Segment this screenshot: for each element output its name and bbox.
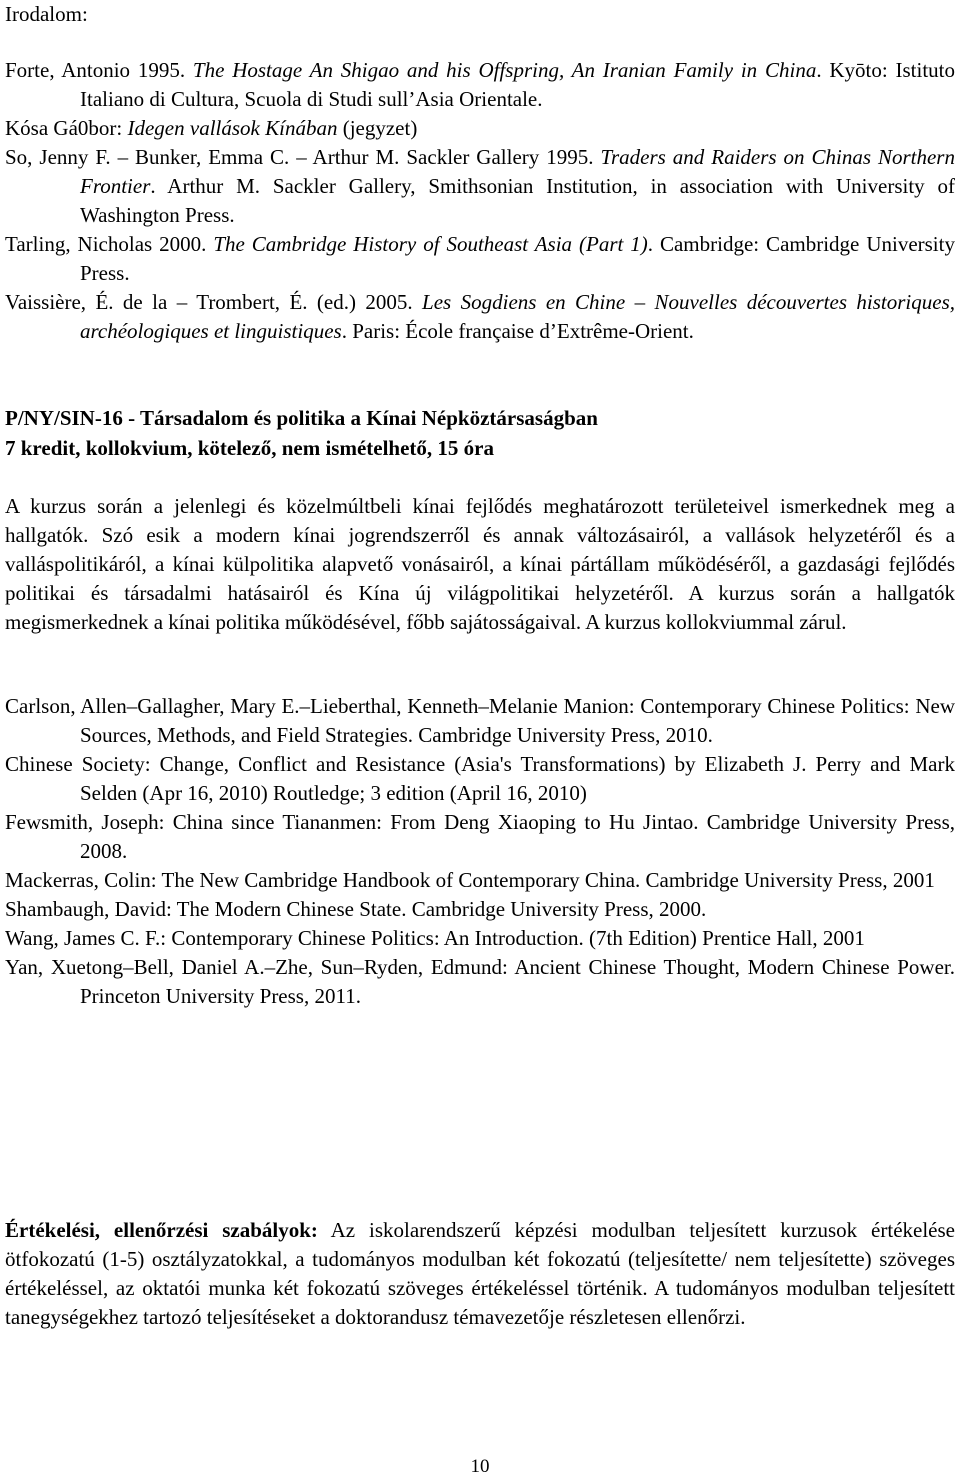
reference-title: The Hostage An Shigao and his Offspring, An Iranian Family in China xyxy=(192,58,817,82)
references-heading: Irodalom: xyxy=(5,2,88,26)
reference-author: Tarling, Nicholas 2000. xyxy=(5,232,214,256)
reference-item xyxy=(5,114,955,143)
reference-item xyxy=(5,230,955,288)
course-code-title: P/NY/SIN-16 - Társadalom és politika a Kínai Népköztársaságban xyxy=(5,406,598,430)
reference-author: Kósa Gá0bor: xyxy=(5,116,128,140)
bibliography-item: Wang, James C. F.: Contemporary Chinese Politics: An Introduction. (7th Edition) Prentice Hall, 2001 xyxy=(5,926,865,950)
reference-title: The Cambridge History of Southeast Asia (Part 1) xyxy=(213,232,648,256)
reference-title: Idegen vallások Kínában xyxy=(127,116,338,140)
reference-author: Forte, Antonio 1995. xyxy=(5,58,193,82)
bibliography-item: Yan, Xuetong–Bell, Daniel A.–Zhe, Sun–Ryden, Edmund: Ancient Chinese Thought, Modern Chinese Power. Princeton University Press, 2011. xyxy=(5,955,955,1008)
course-description: A kurzus során a jelenlegi és közelmúltbeli kínai fejlődés meghatározott területeivel ismerkednek meg a hallgatók. Szó esik a modern kínai jogrendszerről és annak változásairól, a vallások helyzetéről és a valláspolitikáról, a kínai külpolitika alapvető vonásairól, a kínai pártállam működéséről, a gazdasági fejlődés politikai és társadalmi hatásairól és Kína új világpolitikai helyzetéről. A kurzus során a hallgatók megismerkednek a kínai politika működésével, főbb sajátosságaival. A kurzus kollokviummal zárul. xyxy=(5,494,955,634)
reference-list xyxy=(5,56,955,346)
evaluation-text: Az iskolarendszerű képzési modulban teljesített kurzusok értékelése ötfokozatú (1-5) osztályzatokkal, a tudományos modulban két fokozatú (teljesítette/ nem teljesítette) szöveges értékeléssel, az oktatói munka két fokozatú szöveges értékeléssel történik. A tudományos modulban teljesített tanegységekhez tartozó teljesítéseket a doktorandusz témavezetője részletesen ellenőrzi. xyxy=(5,1218,955,1329)
course-header xyxy=(5,403,598,463)
reference-publisher: . Kyōto: Istituto Italiano di Cultura, Scuola di Studi sull’Asia Orientale. xyxy=(80,58,956,111)
reference-title: Traders and Raiders on Chinas Northern Frontier xyxy=(80,145,955,198)
reference-item xyxy=(5,288,955,346)
evaluation-rules xyxy=(5,1216,955,1332)
bibliography-item: Fewsmith, Joseph: China since Tiananmen: From Deng Xiaoping to Hu Jintao. Cambridge University Press, 2008. xyxy=(5,810,955,863)
reference-publisher: . Cambridge: Cambridge University Press. xyxy=(80,232,955,285)
reference-author: So, Jenny F. – Bunker, Emma C. – Arthur M. Sackler Gallery 1995. xyxy=(5,145,601,169)
bibliography-item: Shambaugh, David: The Modern Chinese State. Cambridge University Press, 2000. xyxy=(5,897,707,921)
reference-publisher: . Arthur M. Sackler Gallery, Smithsonian Institution, in association with University of Washington Press. xyxy=(80,174,955,227)
bibliography-item: Mackerras, Colin: The New Cambridge Handbook of Contemporary China. Cambridge University Press, 2001 xyxy=(5,868,935,892)
reference-title: Les Sogdiens en Chine – Nouvelles découvertes historiques, archéologiques et linguistiques xyxy=(80,290,955,343)
reference-item xyxy=(5,56,955,114)
bibliography-list xyxy=(5,692,955,1011)
reference-item xyxy=(5,143,955,230)
reference-publisher: (jegyzet) xyxy=(337,116,418,140)
bibliography-item: Chinese Society: Change, Conflict and Resistance (Asia's Transformations) by Elizabeth J. Perry and Mark Selden (Apr 16, 2010) Routledge; 3 edition (April 16, 2010) xyxy=(5,752,955,805)
reference-author: Vaissière, É. de la – Trombert, É. (ed.) 2005. xyxy=(5,290,423,314)
course-details: 7 kredit, kollokvium, kötelező, nem ismételhető, 15 óra xyxy=(5,436,494,460)
evaluation-label: Értékelési, ellenőrzési szabályok: xyxy=(5,1218,318,1242)
page-number: 10 xyxy=(470,1456,490,1477)
reference-publisher: . Paris: École française d’Extrême-Orient. xyxy=(341,319,694,343)
bibliography-item: Carlson, Allen–Gallagher, Mary E.–Lieberthal, Kenneth–Melanie Manion: Contemporary Chinese Politics: New Sources, Methods, and Field Strategies. Cambridge University Press, 2010. xyxy=(5,694,955,747)
